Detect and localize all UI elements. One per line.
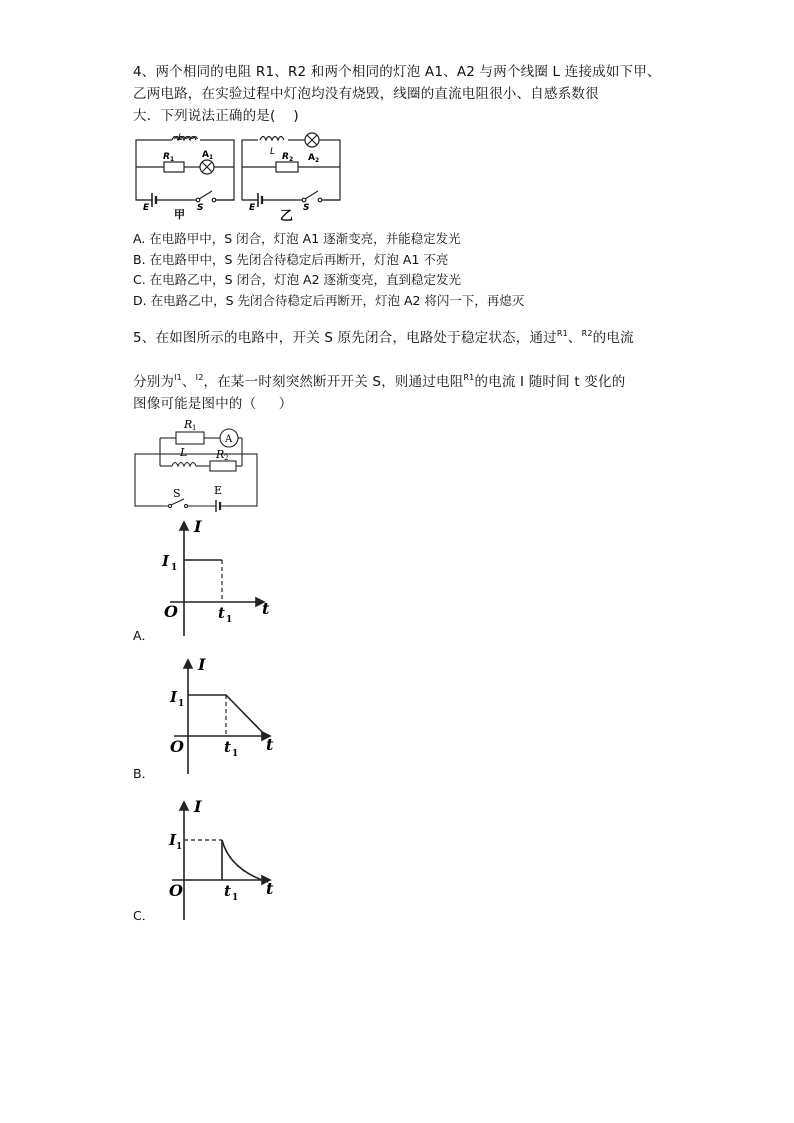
graph-b-i1: I bbox=[170, 688, 178, 706]
q5-line-2-mid: ，在某一时刻突然断开开关 S，则通过电阻 bbox=[203, 374, 464, 390]
label-L-yi: L bbox=[270, 147, 276, 157]
graph-c-origin: O bbox=[169, 881, 183, 900]
label-A2-yi: A bbox=[308, 153, 315, 163]
graph-b-current-line bbox=[188, 695, 266, 736]
resistor-jia bbox=[164, 162, 184, 172]
graph-c-i1: I bbox=[169, 831, 177, 849]
circuit-yi-name: 乙 bbox=[280, 209, 294, 224]
q5-label-r1-sub: 1 bbox=[192, 424, 197, 432]
q5-label-r2: R bbox=[216, 448, 225, 461]
label-R2-yi: R bbox=[282, 152, 289, 162]
label-R2-sub: 2 bbox=[289, 156, 294, 163]
q5-i1: I1 bbox=[174, 373, 182, 382]
label-L-jia: L bbox=[178, 133, 184, 143]
circuit-jia-name: 甲 bbox=[174, 208, 185, 221]
graph-c-i1-sub: 1 bbox=[176, 842, 183, 852]
q5-outer-loop bbox=[135, 454, 257, 506]
label-R1-sub: 1 bbox=[170, 156, 175, 163]
q4-line-1: 4、两个相同的电阻 R1、R2 和两个相同的灯泡 A1、A2 与两个线圈 L 连接成如下甲、 bbox=[133, 64, 661, 80]
label-E-jia: E bbox=[143, 203, 150, 213]
q5-label-r2-sub: 2 bbox=[224, 454, 229, 462]
graph-a-i1: I bbox=[162, 552, 170, 570]
graph-c bbox=[170, 798, 282, 922]
q5-sep2: 、 bbox=[181, 374, 196, 390]
graph-a bbox=[160, 518, 280, 640]
q5-circuit-diagram bbox=[132, 414, 264, 510]
q5-resistor-r2 bbox=[210, 461, 236, 471]
q4-option-a: A. 在电路甲中，S 闭合，灯泡 A1 逐渐变亮，并能稳定发光 bbox=[133, 231, 461, 246]
graph-a-i1-sub: 1 bbox=[171, 563, 178, 573]
graph-b-y-label: I bbox=[198, 655, 206, 674]
label-E-yi: E bbox=[249, 203, 256, 213]
graph-b-origin: O bbox=[170, 737, 184, 756]
graph-a-t1: t bbox=[218, 604, 225, 622]
label-R1-jia: R bbox=[163, 152, 170, 162]
q5-r1-again: R1 bbox=[463, 373, 475, 382]
q4-option-b: B. 在电路甲中，S 先闭合待稳定后再断开，灯泡 A1 不亮 bbox=[133, 252, 449, 267]
resistor-yi bbox=[276, 162, 298, 172]
q5-i2: I2 bbox=[195, 373, 204, 382]
graph-c-current-curve bbox=[222, 840, 268, 882]
graph-b-label: B． bbox=[133, 766, 155, 781]
graph-c-t1-sub: 1 bbox=[232, 893, 239, 903]
q5-label-s: S bbox=[173, 487, 181, 500]
graph-a-label: A． bbox=[133, 628, 155, 643]
circuit-jia-frame bbox=[136, 140, 234, 200]
graph-b-t1: t bbox=[224, 738, 231, 756]
graph-c-t1: t bbox=[224, 882, 231, 900]
q5-r1: R1 bbox=[556, 329, 568, 338]
graph-b bbox=[170, 656, 282, 778]
q4-option-c: C. 在电路乙中，S 闭合，灯泡 A2 逐渐变亮，直到稳定发光 bbox=[133, 272, 462, 287]
label-A2-sub: 2 bbox=[315, 157, 320, 164]
label-A1-sub: 1 bbox=[209, 154, 214, 161]
graph-c-x-label: t bbox=[266, 879, 274, 898]
q5-line-2-end: 的电流 I 随时间 t 变化的 bbox=[474, 374, 626, 390]
circuit-yi-diagram bbox=[240, 130, 344, 222]
q5-label-l: L bbox=[180, 446, 188, 459]
label-A1-jia: A bbox=[202, 150, 209, 160]
q5-label-r1: R bbox=[184, 418, 193, 431]
q5-sep1: 、 bbox=[567, 330, 582, 346]
q5-line-1-end: 的电流 bbox=[592, 330, 634, 346]
graph-b-t1-sub: 1 bbox=[232, 749, 239, 759]
q5-resistor-r1 bbox=[176, 432, 204, 444]
q5-line-2-text: 分别为 bbox=[133, 374, 175, 390]
graph-c-label: C． bbox=[133, 908, 155, 923]
graph-a-t1-sub: 1 bbox=[226, 615, 233, 625]
q5-label-a: A bbox=[225, 434, 233, 445]
q4-option-d: D. 在电路乙中，S 先闭合待稳定后再断开，灯泡 A2 将闪一下，再熄灭 bbox=[133, 293, 525, 308]
q5-r2: R2 bbox=[581, 329, 593, 338]
graph-a-y-label: I bbox=[194, 517, 202, 536]
graph-a-x-label: t bbox=[262, 599, 270, 618]
q5-line-1-text: 5、在如图所示的电路中，开关 S 原先闭合，电路处于稳定状态，通过 bbox=[133, 330, 557, 346]
graph-b-i1-sub: 1 bbox=[178, 699, 185, 709]
circuit-jia-diagram bbox=[134, 130, 238, 222]
graph-a-origin: O bbox=[164, 602, 178, 621]
label-S-yi: S bbox=[303, 203, 310, 213]
q5-line-2 bbox=[133, 368, 625, 392]
q4-line-3: 大．下列说法正确的是( ) bbox=[133, 108, 299, 124]
q4-line-2: 乙两电路，在实验过程中灯泡均没有烧毁，线圈的直流电阻很小、自感系数很 bbox=[133, 86, 599, 102]
circuit-yi-frame bbox=[242, 140, 340, 200]
graph-c-y-label: I bbox=[194, 797, 202, 816]
graph-b-x-label: t bbox=[266, 735, 274, 754]
q5-line-1 bbox=[133, 324, 634, 348]
label-S-jia: S bbox=[197, 203, 204, 213]
q5-line-3: 图像可能是图中的（ ） bbox=[133, 396, 293, 412]
q5-label-e: E bbox=[214, 484, 223, 497]
